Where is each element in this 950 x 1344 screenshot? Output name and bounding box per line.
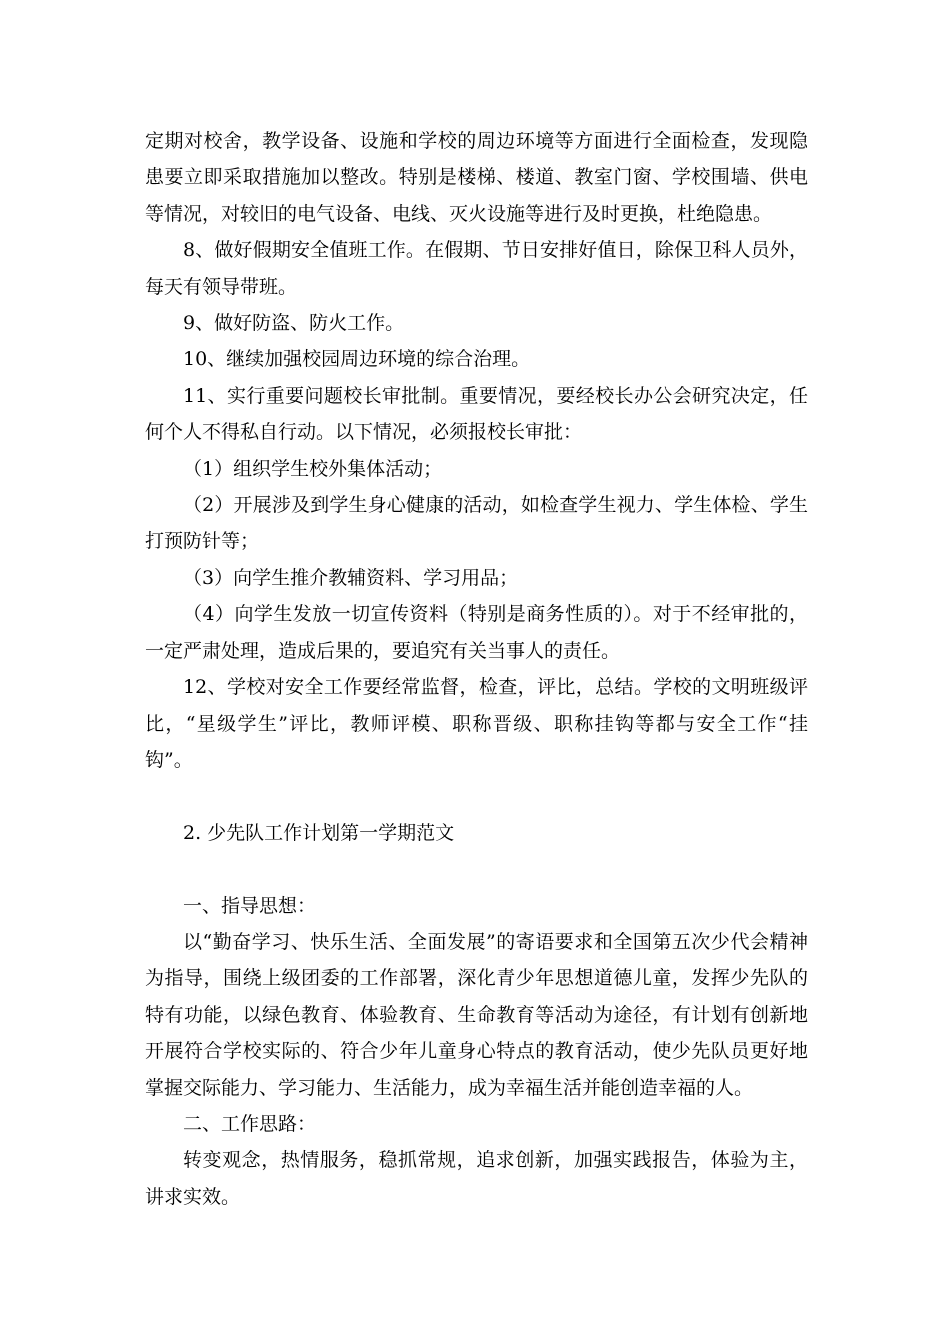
section-title: 2. 少先队工作计划第一学期范文 xyxy=(183,821,455,844)
spacer xyxy=(145,851,808,887)
heading-work-approach: 二、工作思路： xyxy=(183,1112,317,1135)
paragraph-item-8: 8、做好假期安全值班工作。在假期、节日安排好值日，除保卫科人员外，每天有领导带班。 xyxy=(145,239,808,298)
paragraph-subitem-2: （2）开展涉及到学生身心健康的活动，如检查学生视力、学生体检、学生打预防针等； xyxy=(145,494,808,553)
paragraph-work-approach: 转变观念，热情服务，稳抓常规，追求创新，加强实践报告，体验为主，讲求实效。 xyxy=(145,1149,808,1208)
paragraph-subitem-3: （3）向学生推介教辅资料、学习用品； xyxy=(183,566,519,589)
paragraph-item-10: 10、继续加强校园周边环境的综合治理。 xyxy=(183,348,531,371)
paragraph-subitem-1: （1）组织学生校外集体活动； xyxy=(183,457,443,480)
paragraph-item-12: 12、学校对安全工作要经常监督，检查，评比，总结。学校的文明班级评比，“星级学生”评比，教师评模、职称晋级、职称挂钩等都与安全工作“挂钩”。 xyxy=(145,676,808,771)
heading-guiding-ideology: 一、指导思想： xyxy=(183,894,317,917)
document-page xyxy=(145,123,808,1215)
paragraph-item-11: 11、实行重要问题校长审批制。重要情况，要经校长办公会研究决定，任何个人不得私自行动。以下情况，必须报校长审批： xyxy=(145,384,808,444)
spacer xyxy=(145,778,808,814)
paragraph-guiding-ideology: 以“勤奋学习、快乐生活、全面发展”的寄语要求和全国第五次少代会精神为指导，围绕上级团委的工作部署，深化青少年思想道德儿童，发挥少先队的特有功能，以绿色教育、体验教育、生命教育等活动为途径，有计划有创新地开展符合学校实际的、符合少年儿童身心特点的教育活动，使少先队员更好地掌握交际能力、学习能力、生活能力，成为幸福生活并能创造幸福的人。 xyxy=(145,930,808,1099)
paragraph-subitem-4: （4）向学生发放一切宣传资料（特别是商务性质的）。对于不经审批的，一定严肃处理，造成后果的，要追究有关当事人的责任。 xyxy=(145,603,808,662)
paragraph-item-9: 9、做好防盗、防火工作。 xyxy=(183,312,405,335)
paragraph-inspection: 定期对校舍，教学设备、设施和学校的周边环境等方面进行全面检查，发现隐患要立即采取措施加以整改。特别是楼梯、楼道、教室门窗、学校围墙、供电等情况，对较旧的电气设备、电线、灭火设施等进行及时更换，杜绝隐患。 xyxy=(145,130,808,225)
